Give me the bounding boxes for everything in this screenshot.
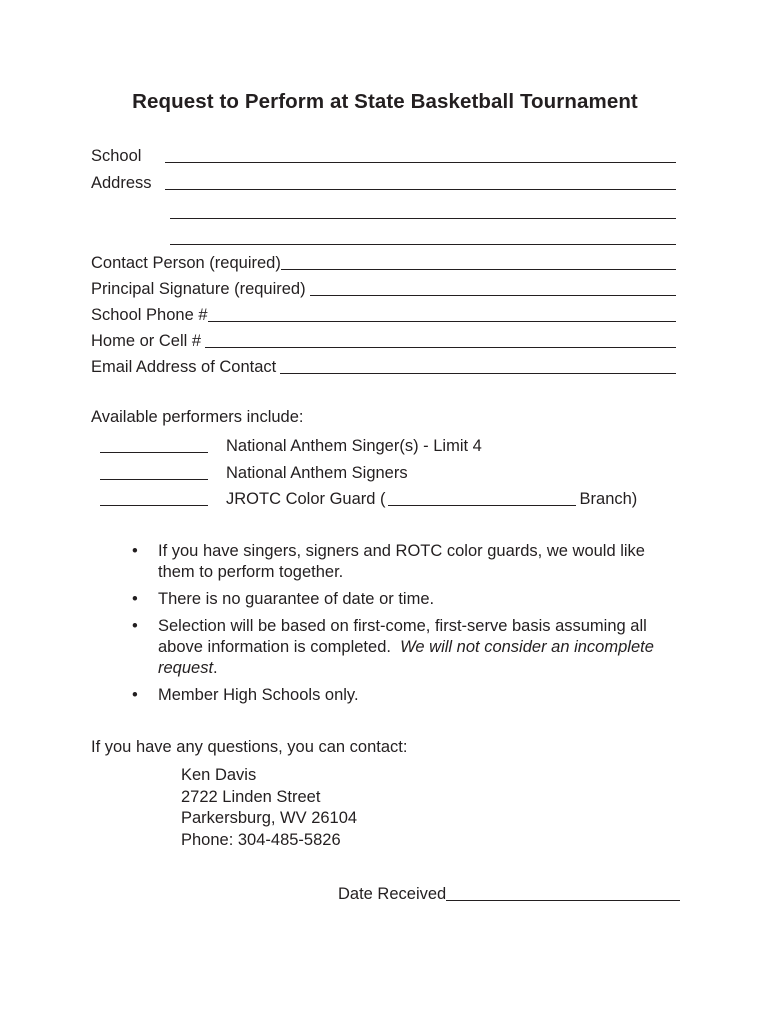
contact-person-row (91, 251, 676, 273)
school-label: School (91, 147, 142, 165)
list-item (132, 541, 682, 583)
note-text-end: . (213, 659, 218, 677)
address-input-line[interactable] (165, 189, 676, 190)
note-text-plain: Selection will be based on first-come, first-serve basis assuming all above information is completed. (158, 617, 647, 656)
note-text: If you have singers, signers and ROTC color guards, we would like them to perform together. (158, 542, 645, 581)
anthem-singers-label: National Anthem Singer(s) - Limit 4 (226, 437, 482, 455)
contact-city: Parkersburg, WV 26104 (181, 809, 358, 827)
home-cell-label: Home or Cell # (91, 332, 202, 350)
principal-signature-input-line[interactable] (310, 295, 676, 296)
note-text: There is no guarantee of date or time. (158, 590, 435, 608)
date-received-row (338, 882, 680, 904)
list-item (132, 616, 682, 679)
address-input-line-3[interactable] (170, 244, 676, 245)
list-item (132, 685, 682, 706)
date-received-label: Date Received (338, 885, 447, 903)
date-received-input-line[interactable] (446, 900, 680, 901)
color-guard-label (226, 490, 637, 509)
note-text-italic: We will not consider an incomplete request (158, 638, 654, 677)
bullet-icon: • (132, 686, 138, 704)
bullet-icon: • (132, 542, 138, 560)
school-phone-label: School Phone # (91, 306, 208, 324)
contact-phone: Phone: 304-485-5826 (181, 830, 341, 849)
list-item (132, 589, 682, 610)
performer-option-anthem-signers (100, 461, 408, 483)
color-guard-branch-input-line[interactable] (388, 505, 576, 506)
school-phone-row (91, 303, 676, 325)
home-cell-input-line[interactable] (205, 347, 676, 348)
color-guard-branch-suffix: Branch) (579, 490, 638, 508)
anthem-singers-check-line[interactable] (100, 452, 208, 453)
address-field-row (91, 171, 676, 193)
contact-person-input-line[interactable] (281, 269, 676, 270)
anthem-signers-check-line[interactable] (100, 479, 208, 480)
contact-name: Ken Davis (181, 766, 257, 784)
email-input-line[interactable] (280, 373, 676, 374)
bullet-icon: • (132, 590, 138, 608)
address-label: Address (91, 174, 152, 192)
form-title: Request to Perform at State Basketball Tournament (132, 90, 638, 113)
notes-list (132, 541, 682, 712)
note-text: Member High Schools only. (158, 686, 359, 704)
performers-heading: Available performers include: (91, 408, 304, 426)
home-cell-row (91, 329, 676, 351)
color-guard-text: JROTC Color Guard ( (226, 490, 386, 508)
address-input-line-2[interactable] (170, 218, 676, 219)
school-phone-input-line[interactable] (208, 321, 676, 322)
bullet-icon: • (132, 617, 138, 635)
contact-intro: If you have any questions, you can contact: (91, 738, 408, 756)
note-text (158, 616, 682, 679)
principal-signature-label: Principal Signature (required) (91, 280, 306, 298)
contact-address-block (181, 765, 357, 851)
color-guard-check-line[interactable] (100, 505, 208, 506)
performer-option-anthem-singers (100, 434, 482, 456)
school-input-line[interactable] (165, 162, 676, 163)
performer-option-color-guard (100, 487, 637, 509)
principal-signature-row (91, 277, 676, 299)
email-label: Email Address of Contact (91, 358, 277, 376)
anthem-signers-label: National Anthem Signers (226, 464, 408, 482)
school-field-row (91, 144, 676, 166)
contact-street: 2722 Linden Street (181, 787, 321, 806)
contact-person-label: Contact Person (required) (91, 254, 281, 272)
email-row (91, 355, 676, 377)
